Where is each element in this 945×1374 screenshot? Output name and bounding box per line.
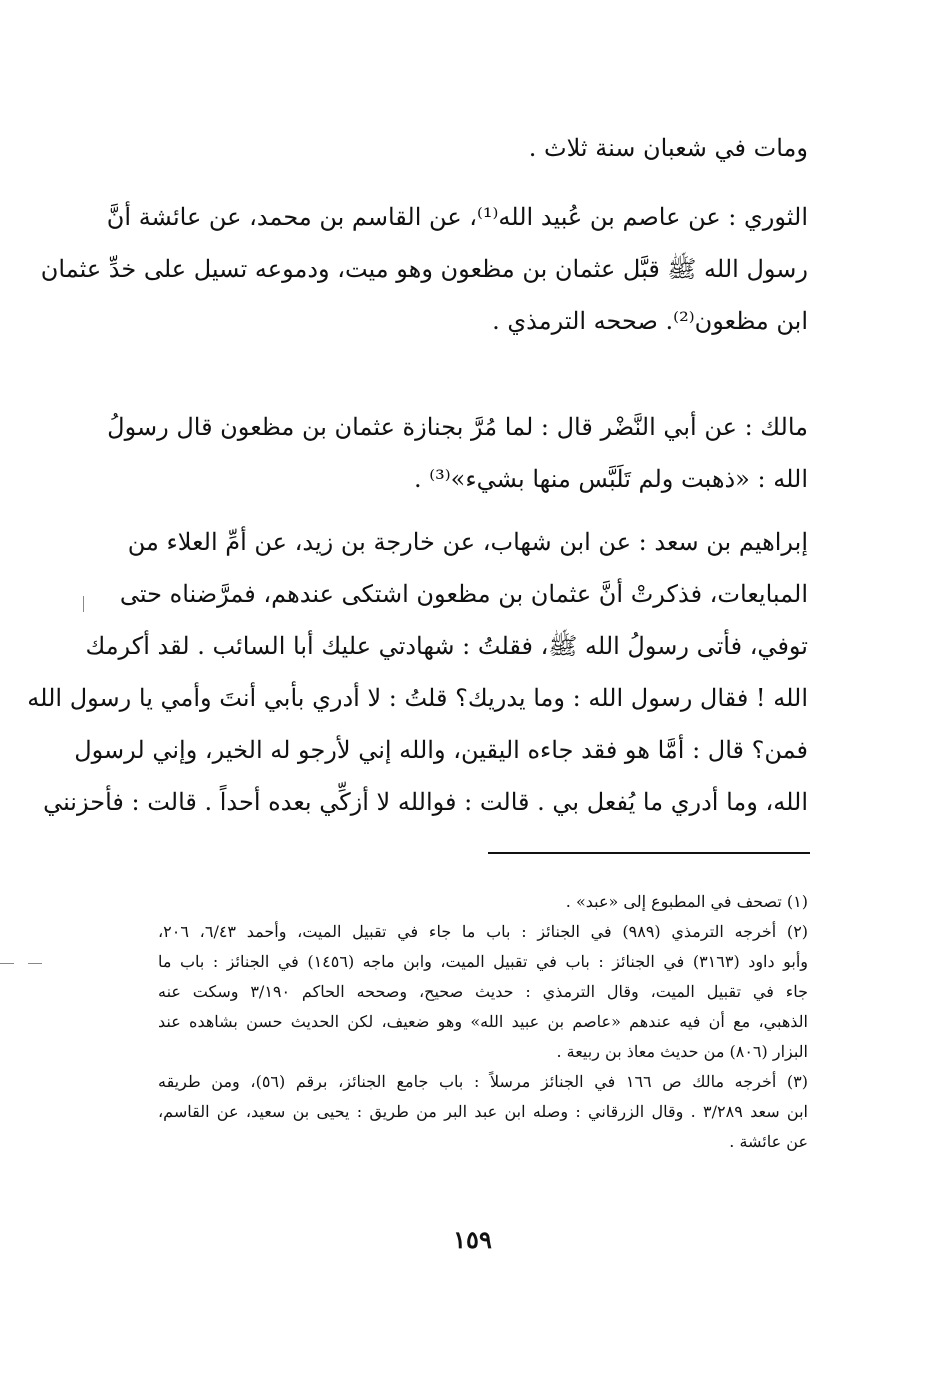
paragraph-malik-narration <box>107 401 808 505</box>
text-line: الثوري : عن عاصم بن عُبيد الله⁽¹⁾، عن القاسم بن محمد، عن عائشة أنَّ <box>106 203 808 231</box>
text-line: الله، وما أدري ما يُفعل بي . قالت : فوالله لا أزكِّي بعده أحداً . قالت : فأحزنني <box>43 788 808 816</box>
footnote-line: (٣) أخرجه مالك ص ١٦٦ في الجنائز مرسلاً : باب جامع الجنائز، برقم (٥٦)، ومن طريقه <box>158 1072 809 1091</box>
text-line: مالك : عن أبي النَّضْر قال : لما مُرَّ بجنازة عثمان بن مظعون قال رسولُ <box>107 413 808 441</box>
text-line: الله : «ذهبت ولم تَلَبَّس منها بشيء»⁽³⁾ . <box>413 465 808 493</box>
text-line: فمن؟ قال : أمَّا هو فقد جاءه اليقين، والله إني لأرجو له الخير، وإني لرسول <box>74 736 808 764</box>
paragraph-ibrahim-narration <box>27 516 808 828</box>
paragraph-death-date <box>158 122 808 174</box>
text-line: ابن مظعون⁽²⁾. صححه الترمذي . <box>492 307 808 335</box>
page-number: ١٥٩ <box>453 1225 492 1254</box>
footnote-line: (١) تصحف في المطبوع إلى «عبد» . <box>565 892 808 911</box>
footnote-line: (٢) أخرجه الترمذي (٩٨٩) في الجنائز : باب ما جاء في تقبيل الميت، وأحمد ٦/٤٣، ٢٠٦، <box>158 922 809 941</box>
scan-margin-mark <box>28 963 42 964</box>
footnote-line: عن عائشة . <box>729 1132 808 1151</box>
scan-margin-mark <box>83 596 84 612</box>
scan-margin-mark <box>0 963 14 964</box>
text-line: الله ! فقال رسول الله : وما يدريك؟ قلتُ : لا أدري بأبي أنتَ وأمي يا رسول الله <box>27 684 808 712</box>
paragraph-thawri-narration <box>40 191 808 347</box>
footnote-line: جاء في تقبيل الميت، وقال الترمذي : حديث صحيح، وصححه الحاكم ٣/١٩٠ وسكت عنه <box>158 982 808 1001</box>
text-line: ومات في شعبان سنة ثلاث . <box>528 134 808 162</box>
footnote-line: ابن سعد ٣/٢٨٩ . وقال الزرقاني : وصله ابن عبد البر من طريق : يحيى بن سعيد، عن القاسم، <box>158 1102 808 1121</box>
footnote-line: الذهبي، مع أن فيه عندهم «عاصم بن عبيد الله» وهو ضعيف، لكن الحديث حسن بشاهده عند <box>158 1012 808 1031</box>
footnote-line: البزار (٨٠٦) من حديث معاذ بن ربيعة . <box>556 1042 808 1061</box>
text-line: إبراهيم بن سعد : عن ابن شهاب، عن خارجة بن زيد، عن أمِّ العلاء من <box>127 528 808 556</box>
text-line: توفي، فأتى رسولُ الله ﷺ، فقلتُ : شهادتي عليك أبا السائب . لقد أكرمك <box>85 632 808 660</box>
text-line: المبايعات، فذكرتْ أنَّ عثمان بن مظعون اشتكى عندهم، فمرَّضناه حتى <box>119 580 808 608</box>
footnote-line: وأبو داود (٣١٦٣) في الجنائز : باب في تقبيل الميت، وابن ماجه (١٤٥٦) في الجنائز : باب ما <box>158 952 808 971</box>
footnotes <box>158 887 808 1157</box>
footnote-divider <box>488 852 810 854</box>
text-line: رسول الله ﷺ قبَّل عثمان بن مظعون وهو ميت، ودموعه تسيل على خدِّ عثمان <box>40 255 808 283</box>
